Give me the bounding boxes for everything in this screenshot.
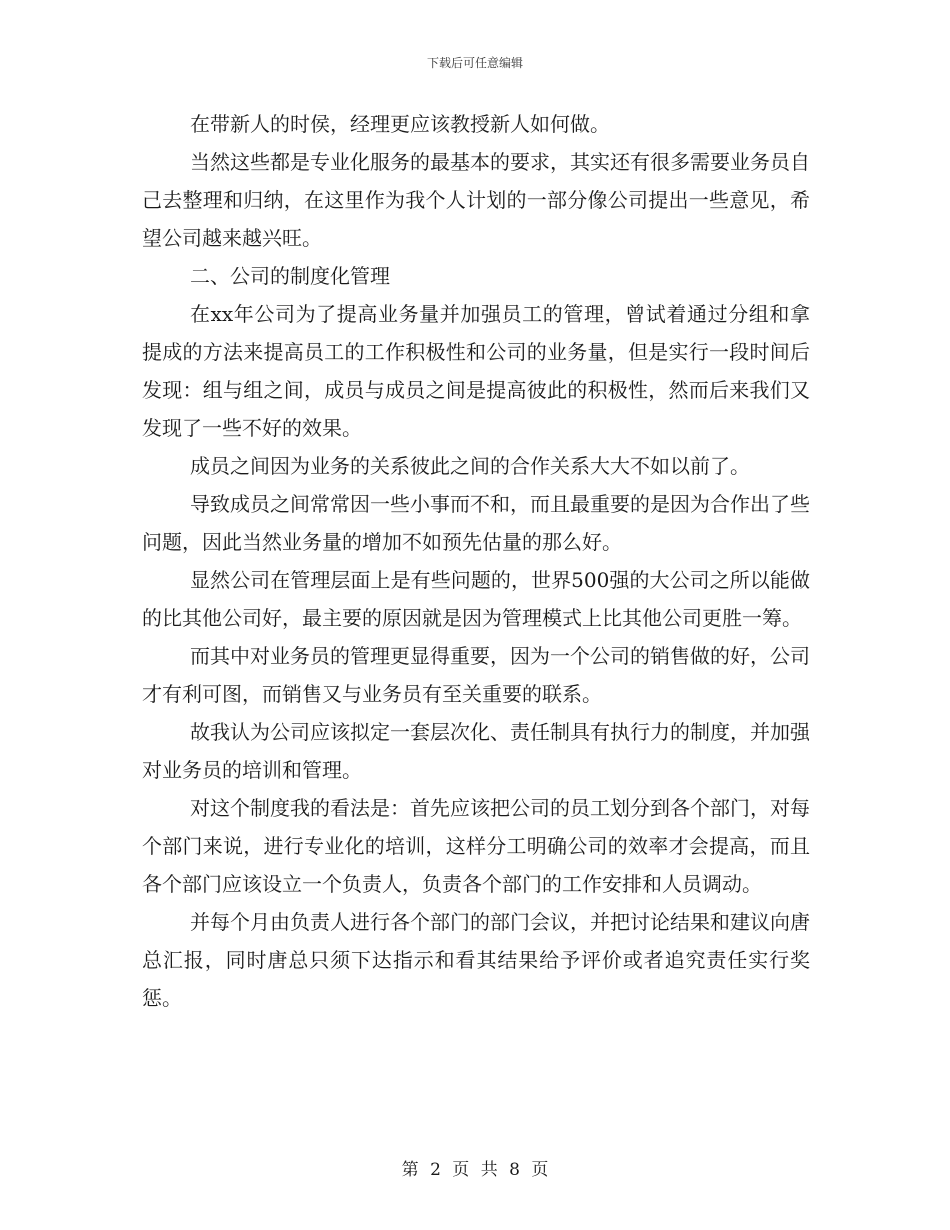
paragraph: 导致成员之间常常因一些小事而不和，而且最重要的是因为合作出了些问题，因此当然业务量的增加不如预先估量的那么好。	[142, 492, 810, 554]
page-header: 下载后可任意编辑	[426, 56, 523, 70]
page-number: 第 2 页 共 8 页	[401, 1160, 549, 1180]
paragraph: 并每个月由负责人进行各个部门的部门会议，并把讨论结果和建议向唐总汇报，同时唐总只须下达指示和看其结果给予评价或者追究责任实行奖惩。	[142, 910, 810, 1010]
paragraph: 在带新人的时侯，经理更应该教授新人如何做。	[190, 112, 610, 136]
section-heading: 二、公司的制度化管理	[190, 264, 390, 288]
paragraph: 成员之间因为业务的关系彼此之间的合作关系大大不如以前了。	[190, 454, 750, 478]
document-body	[142, 105, 810, 1017]
paragraph: 对这个制度我的看法是：首先应该把公司的员工划分到各个部门，对每个部门来说，进行专业化的培训，这样分工明确公司的效率才会提高，而且各个部门应该设立一个负责人，负责各个部门的工作安排和人员调动。	[142, 796, 810, 896]
paragraph: 故我认为公司应该拟定一套层次化、责任制具有执行力的制度，并加强对业务员的培训和管理。	[142, 720, 810, 782]
paragraph: 当然这些都是专业化服务的最基本的要求，其实还有很多需要业务员自己去整理和归纳，在这里作为我个人计划的一部分像公司提出一些意见，希望公司越来越兴旺。	[142, 150, 810, 250]
paragraph: 显然公司在管理层面上是有些问题的，世界500强的大公司之所以能做的比其他公司好，最主要的原因就是因为管理模式上比其他公司更胜一筹。	[142, 568, 810, 630]
paragraph: 在xx年公司为了提高业务量并加强员工的管理，曾试着通过分组和拿提成的方法来提高员工的工作积极性和公司的业务量，但是实行一段时间后发现：组与组之间，成员与成员之间是提高彼此的积极性，然而后来我们又发现了一些不好的效果。	[142, 302, 810, 440]
paragraph: 而其中对业务员的管理更显得重要，因为一个公司的销售做的好，公司才有利可图，而销售又与业务员有至关重要的联系。	[142, 644, 810, 706]
